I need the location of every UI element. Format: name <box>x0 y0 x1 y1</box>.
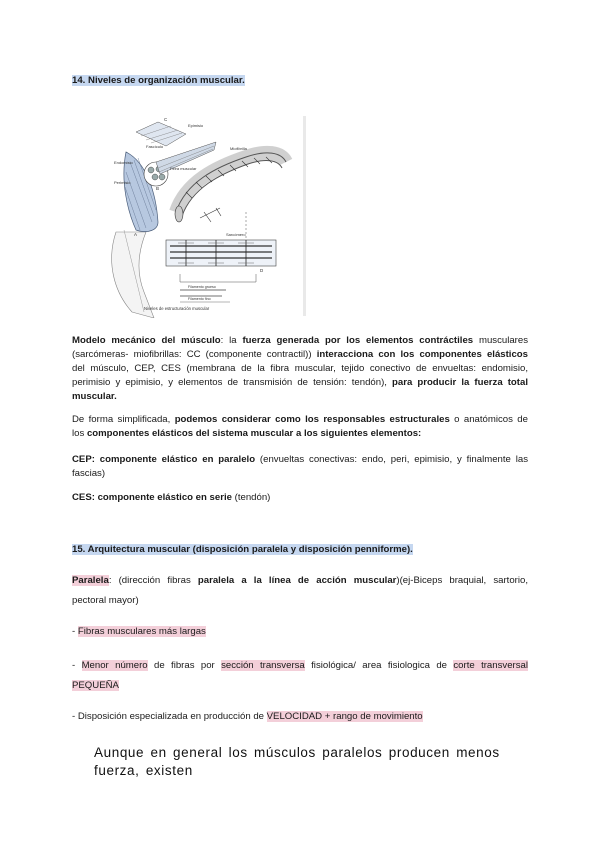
figure-label-thick: Filamento grueso <box>188 285 216 289</box>
paralela-paragraph: Paralela: (dirección fibras paralela a la línea de acción muscular)(ej-Biceps braquial, sartorio, pectoral mayor) <box>72 575 528 606</box>
section-14-heading: 14. Niveles de organización muscular. <box>72 75 245 86</box>
section-15-heading: 15. Arquitectura muscular (disposición paralela y disposición penniforme). <box>72 544 413 555</box>
figure-label-sarcomere: Sarcómero <box>226 232 246 237</box>
cep-paragraph: CEP: componente elástico en paralelo (envueltas conectivas: endo, peri, epimisio, y finalmente las fascias) <box>72 454 528 479</box>
figure-label-epimysium: Epimisio <box>188 123 204 128</box>
figure-label-a: A <box>134 232 138 237</box>
figure-label-c: C <box>164 117 168 122</box>
bullet-velocidad: - Disposición especializada en producción de VELOCIDAD + rango de movimiento <box>72 711 423 722</box>
bullet-fibras-largas: - Fibras musculares más largas <box>72 626 206 637</box>
figure-label-perimysium: Perimisio <box>114 180 131 185</box>
muscle-diagram-illustration <box>96 112 308 318</box>
figure-caption: Niveles de estructuración muscular <box>144 306 210 311</box>
figure-divider <box>303 116 306 316</box>
figure-label-b: B <box>156 186 160 191</box>
modelo-paragraph: Modelo mecánico del músculo: la fuerza generada por los elementos contráctiles musculares (sarcómeras- miofibrillas: CC (componente contractil)) interacciona con los componentes elásticos del músculo, CEP, CES (membrana de la fibra muscular, tejido conectivo de envueltas: endomisio, perimisio y epimisio, y elementos de transmisión de tensión: tendón), para producir la fuerza total muscular. <box>72 335 529 402</box>
simplificada-paragraph: De forma simplificada, podemos considerar como los responsables estructurales o anatómicos de los componentes elásticos del sistema muscular a los siguientes elementos: <box>72 414 528 439</box>
figure-label-endomysium: Endomisio <box>114 160 133 165</box>
bullet-menor-numero: - Menor número de fibras por sección transversa fisiológica/ area fisiologica de corte transversal PEQUEÑA <box>72 660 528 691</box>
muscle-structure-figure <box>96 112 308 318</box>
figure-label-myofibril: Miofibrilla <box>230 146 247 151</box>
figure-label-thin: Filamento fino <box>188 297 211 301</box>
ces-paragraph: CES: componente elástico en serie (tendón) <box>72 492 271 503</box>
figure-label-muscle-fiber: Fibra muscular <box>170 166 197 171</box>
closing-sentence: Aunque en general los músculos paralelos producen menos fuerza, existen <box>94 745 500 778</box>
figure-label-d: D <box>260 268 264 273</box>
figure-label-fascicle: Fascículo <box>146 144 164 149</box>
